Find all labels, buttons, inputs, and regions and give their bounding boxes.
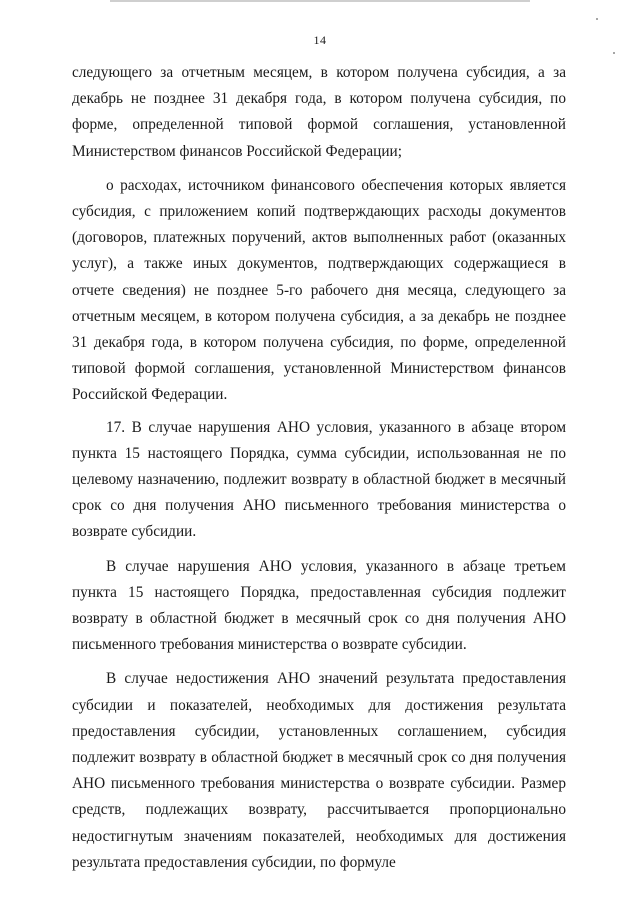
scan-speck bbox=[596, 18, 598, 20]
paragraph-non-achievement: В случае недостижения АНО значений результата предоставления субсидии и показателей, необходимых для достижения результата предоставления субсидии, установленных соглашением, субсидия подлежит возврату в областной бюджет в месячный срок со дня получения АНО письменного требования министерства о возврате субсидии. Размер средств, подлежащих возврату, рассчитывается пропорционально недостигнутым значениям показателей, необходимых для достижения результата предоставления субсидии, по формуле bbox=[72, 670, 566, 871]
scan-speck bbox=[613, 52, 615, 54]
paragraph-violation-third: В случае нарушения АНО условия, указанного в абзаце третьем пункта 15 настоящего Порядка, предоставленная субсидия подлежит возврату в областной бюджет в месячный срок со дня получения АНО письменного требования министерства о возврате субсидии. bbox=[72, 557, 566, 654]
scan-top-edge bbox=[110, 0, 530, 2]
paragraph-expenses-report: о расходах, источником финансового обеспечения которых является субсидия, с приложением копий подтверждающих расходы документов (договоров, платежных поручений, актов выполненных работ (оказанных услуг), а также иных документов, подтверждающих содержащиеся в отчете сведения) не позднее 5-го рабочего дня месяца, следующего за отчетным месяцем, в котором получена субсидия, а за декабрь не позднее 31 декабря года, в котором получена субсидия, по форме, определенной типовой формой соглашения, установленной Министерством финансов Российской Федерации. bbox=[72, 176, 566, 404]
page-number: 14 bbox=[313, 33, 327, 47]
document-body bbox=[72, 60, 566, 876]
paragraph-continuation: следующего за отчетным месяцем, в котором получена субсидия, а за декабрь не позднее 31 декабря года, в котором получена субсидия, по форме, определенной типовой формой соглашения, установленной Министерством финансов Российской Федерации; bbox=[72, 64, 566, 160]
paragraph-clause-17: 17. В случае нарушения АНО условия, указанного в абзаце втором пункта 15 настоящего Порядка, сумма субсидии, использованная не по целевому назначению, подлежит возврату в областной бюджет в месячный срок со дня получения АНО письменного требования министерства о возврате субсидии. bbox=[72, 418, 566, 541]
